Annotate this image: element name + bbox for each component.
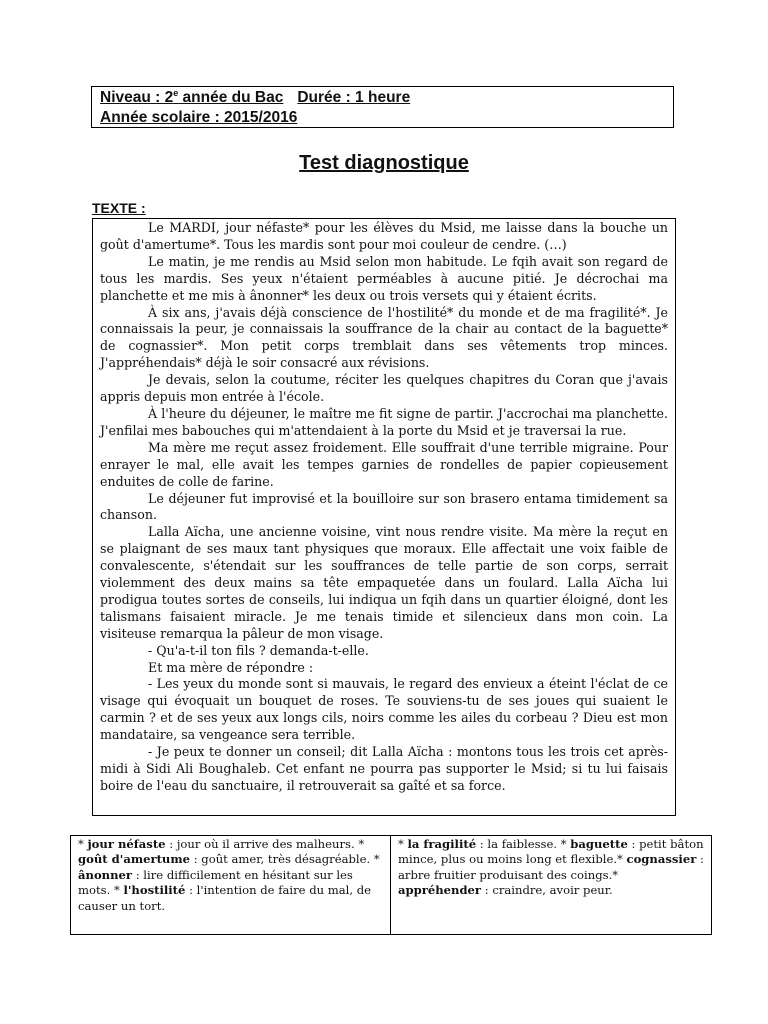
glossary-table	[70, 835, 712, 935]
paragraph: Je devais, selon la coutume, réciter les quelques chapitres du Coran que j'avais appris depuis mon entrée à l'école.	[100, 372, 668, 405]
niveau-label: Niveau : 2	[100, 89, 174, 106]
glossary-entry: appréhender : craindre, avoir peur.	[398, 883, 613, 898]
paragraph: Le matin, je me rendis au Msid selon mon habitude. Le fqih avait son regard de tous les mardis. Ses yeux n'étaient perméables à aucune pitié. Je décrochai ma planchette et me mis à ânonner* les deux ou trois versets qui y étaient écrits.	[100, 253, 668, 303]
texte-label: TEXTE :	[92, 200, 146, 216]
paragraph: - Je peux te donner un conseil; dit Lalla Aïcha : montons tous les trois cet après-midi à Sidi Ali Boughaleb. Cet enfant ne pourra pas supporter le Msid; si tu lui faisais boire de l'eau du sanctuaire, il retrouverait sa gaîté et sa force.	[100, 744, 668, 793]
header-info-box	[91, 86, 674, 128]
niveau-superscript: e	[173, 87, 179, 98]
glossary-entry: * baguette : petit bâton mince, plus ou moins long et flexible.*	[398, 837, 704, 867]
paragraph: Ma mère me reçut assez froidement. Elle souffrait d'une terrible migraine. Pour enrayer le mal, elle avait les tempes garnies de rondelles de papier copieusement enduites de colle de farine.	[100, 439, 668, 489]
paragraph: - Qu'a-t-il ton fils ? demanda-t-elle.	[148, 642, 369, 658]
paragraph: - Les yeux du monde sont si mauvais, le regard des envieux a éteint l'éclat de ce visage qui évoquait un bouquet de roses. Te souviens-tu de ses joues qui suaient le carmin ? et de ses yeux aux longs cils, noirs comme les ailes du corbeau ? Dieu est mon mandataire, sa vengeance sera terrible.	[100, 676, 668, 743]
glossary-entry: * ânonner : lire difficilement en hésitant sur les mots.	[78, 852, 380, 898]
paragraph: Le MARDI, jour néfaste* pour les élèves du Msid, me laisse dans la bouche un goût d'amertume*. Tous les mardis sont pour moi couleur de cendre. (…)	[100, 220, 668, 252]
paragraph: Et ma mère de répondre :	[148, 659, 314, 675]
glossary-entry: * jour néfaste : jour où il arrive des malheurs.	[78, 837, 355, 851]
glossary-left-column	[71, 836, 391, 934]
niveau-rest: année du Bac	[178, 89, 284, 106]
glossary-entry: * la fragilité : la faiblesse.	[398, 837, 558, 851]
paragraph: Le déjeuner fut improvisé et la bouilloire sur son brasero entama timidement sa chanson.	[100, 490, 668, 523]
annee-scolaire: Année scolaire : 2015/2016	[100, 109, 298, 126]
paragraph: Lalla Aïcha, une ancienne voisine, vint nous rendre visite. Ma mère la reçut en se plaignant de ses maux tant physiques que moraux. Elle affectait une voix faible de convalescente, s'étendait sur les souffrances de telle partie de son corps, serrait violemment des deux mains sa tête empaquetée dans un foulard. Lalla Aïcha lui prodigua toutes sortes de conseils, lui indiqua un fqih dans un quartier éloigné, dont les talismans faisaient miracle. Je me tenais timide et silencieux dans mon coin. La visiteuse remarqua la pâleur de mon visage.	[100, 524, 668, 641]
text-box	[92, 218, 676, 816]
glossary-entry: * l'hostilité : l'intention de faire du mal, de causer un tort.	[78, 883, 372, 913]
page-title: Test diagnostique	[299, 152, 469, 174]
glossary-entry: * goût d'amertume : goût amer, très désagréable.	[78, 837, 371, 867]
header-line-1	[100, 88, 665, 108]
glossary-right-column	[391, 836, 711, 934]
duree-label: Durée : 1 heure	[297, 89, 411, 106]
paragraph: À six ans, j'avais déjà conscience de l'hostilité* du monde et de ma fragilité*. Je connaissais la peur, je connaissais la souffrance de la chair au contact de la baguette* de cognassier*. Mon petit corps tremblait dans ses vêtements trop minces. J'appréhendais* déjà le soir consacré aux révisions.	[100, 304, 668, 371]
glossary-entry: cognassier : arbre fruitier produisant des coings.*	[398, 852, 704, 882]
paragraph: À l'heure du déjeuner, le maître me fit signe de partir. J'accrochai ma planchette. J'enfilai mes babouches qui m'attendaient à la porte du Msid et je traversai la rue.	[100, 405, 668, 438]
